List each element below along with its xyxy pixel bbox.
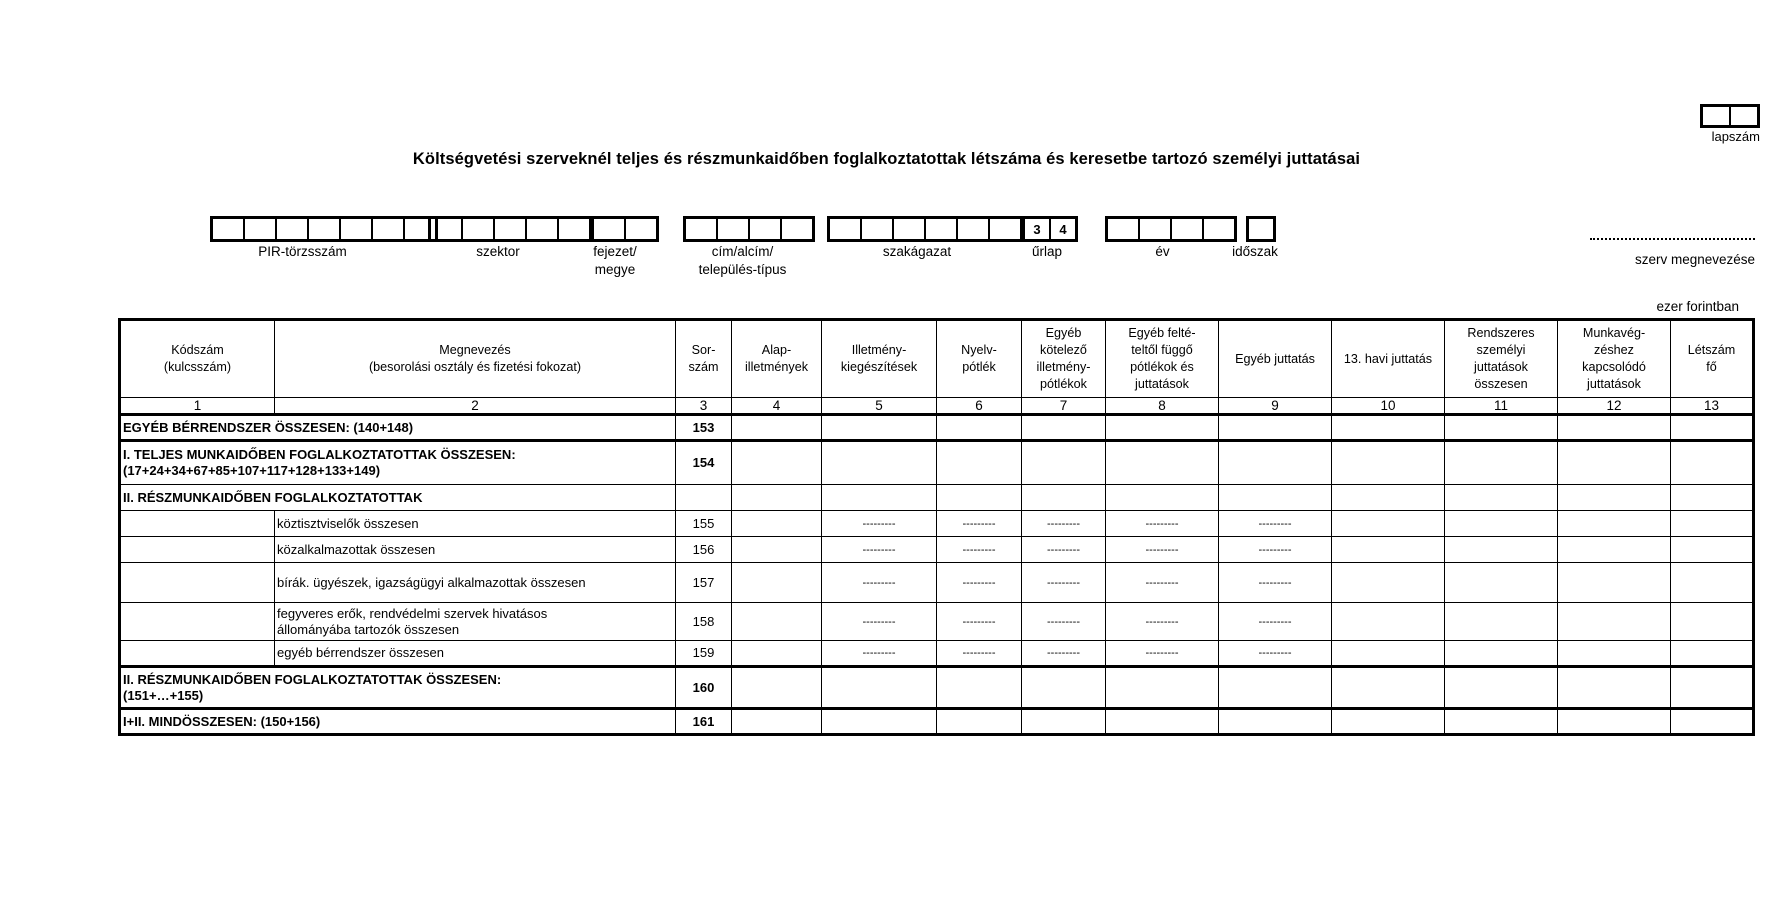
- id-field-cell[interactable]: [339, 219, 371, 239]
- sorszam-cell: 158: [676, 603, 732, 641]
- value-cell[interactable]: [732, 603, 822, 641]
- value-cell[interactable]: [1022, 667, 1106, 709]
- id-field-cell[interactable]: [956, 219, 988, 239]
- value-cell[interactable]: [1558, 563, 1671, 603]
- value-cell[interactable]: [1022, 485, 1106, 511]
- id-field-boxes[interactable]: [428, 216, 592, 242]
- disabled-cell[interactable]: ---------: [1219, 563, 1332, 603]
- disabled-cell[interactable]: ---------: [822, 603, 937, 641]
- disabled-cell[interactable]: ---------: [822, 511, 937, 537]
- id-field-label: szakágazat: [882, 244, 952, 259]
- value-cell[interactable]: [1219, 485, 1332, 511]
- table-row: [120, 563, 1754, 603]
- id-field-cell[interactable]: [686, 219, 716, 239]
- id-field-cell[interactable]: [1108, 219, 1138, 239]
- disabled-cell[interactable]: ---------: [1106, 563, 1219, 603]
- row-name: bírák. ügyészek, igazságügyi alkalmazottak összesen: [275, 563, 676, 603]
- value-cell[interactable]: [1332, 709, 1445, 735]
- value-cell[interactable]: [1558, 537, 1671, 563]
- value-cell[interactable]: [822, 441, 937, 485]
- id-field-label: szektor: [476, 244, 520, 259]
- column-number: 11: [1445, 398, 1558, 415]
- disabled-cell[interactable]: ---------: [1022, 603, 1106, 641]
- kodszam-cell[interactable]: [120, 537, 275, 563]
- id-field-cell[interactable]: [1249, 219, 1273, 239]
- sorszam-cell: 154: [676, 441, 732, 485]
- value-cell[interactable]: [1106, 415, 1219, 441]
- row-name: EGYÉB BÉRRENDSZER ÖSSZESEN: (140+148): [120, 415, 676, 441]
- value-cell[interactable]: [1106, 709, 1219, 735]
- id-field-boxes[interactable]: [1105, 216, 1237, 242]
- value-cell[interactable]: [732, 415, 822, 441]
- row-name: közalkalmazottak összesen: [275, 537, 676, 563]
- value-cell[interactable]: [1671, 415, 1754, 441]
- disabled-cell[interactable]: ---------: [1219, 641, 1332, 667]
- column-header-1: Kódszám (kulcsszám): [120, 320, 275, 398]
- disabled-cell[interactable]: ---------: [1022, 563, 1106, 603]
- value-cell[interactable]: [732, 667, 822, 709]
- disabled-cell[interactable]: ---------: [1022, 537, 1106, 563]
- page-number-label: lapszám: [1711, 129, 1760, 144]
- column-header-12: Munkavég- zéshez kapcsolódó juttatások: [1558, 320, 1671, 398]
- value-cell[interactable]: [937, 441, 1022, 485]
- value-cell[interactable]: [1558, 641, 1671, 667]
- value-cell[interactable]: [1219, 667, 1332, 709]
- page-number-cells[interactable]: [1700, 104, 1760, 128]
- value-cell[interactable]: [1022, 415, 1106, 441]
- id-field-cell[interactable]: [860, 219, 892, 239]
- disabled-cell[interactable]: ---------: [1106, 641, 1219, 667]
- value-cell[interactable]: [937, 485, 1022, 511]
- disabled-cell[interactable]: ---------: [937, 641, 1022, 667]
- column-number: 8: [1106, 398, 1219, 415]
- row-name: II. RÉSZMUNKAIDŐBEN FOGLALKOZTATOTTAK: [120, 485, 676, 511]
- table-row: [120, 641, 1754, 667]
- value-cell[interactable]: [1671, 485, 1754, 511]
- value-cell[interactable]: [1558, 441, 1671, 485]
- id-field-6: [1022, 216, 1078, 242]
- value-cell[interactable]: [822, 485, 937, 511]
- disabled-cell[interactable]: ---------: [937, 563, 1022, 603]
- column-number: 7: [1022, 398, 1106, 415]
- szerv-name-line[interactable]: [1590, 238, 1755, 240]
- sorszam-cell: 159: [676, 641, 732, 667]
- value-cell[interactable]: [1445, 511, 1558, 537]
- disabled-cell[interactable]: ---------: [1106, 603, 1219, 641]
- value-cell[interactable]: [1106, 667, 1219, 709]
- id-field-boxes[interactable]: [827, 216, 1023, 242]
- value-cell[interactable]: [732, 709, 822, 735]
- value-cell[interactable]: [1022, 709, 1106, 735]
- value-cell[interactable]: [1219, 415, 1332, 441]
- value-cell[interactable]: [1445, 415, 1558, 441]
- column-header-3: Sor- szám: [676, 320, 732, 398]
- disabled-cell[interactable]: ---------: [1106, 537, 1219, 563]
- value-cell[interactable]: [1445, 667, 1558, 709]
- value-cell[interactable]: [1558, 485, 1671, 511]
- column-number: 2: [275, 398, 676, 415]
- value-cell[interactable]: [1558, 511, 1671, 537]
- value-cell[interactable]: [1558, 415, 1671, 441]
- value-cell[interactable]: [732, 641, 822, 667]
- id-field-cell[interactable]: 3: [1033, 221, 1041, 237]
- table-row: [120, 537, 1754, 563]
- id-field-2: [428, 216, 592, 242]
- id-field-cell[interactable]: [431, 219, 461, 239]
- id-field-4: [683, 216, 815, 242]
- id-field-boxes[interactable]: [591, 216, 659, 242]
- unit-label: ezer forintban: [1656, 299, 1739, 314]
- value-cell[interactable]: [1445, 603, 1558, 641]
- value-cell[interactable]: [1671, 603, 1754, 641]
- column-number: 13: [1671, 398, 1754, 415]
- sorszam-cell: 153: [676, 415, 732, 441]
- id-field-1: [210, 216, 438, 242]
- value-cell[interactable]: [1332, 537, 1445, 563]
- id-field-label: űrlap: [1031, 244, 1063, 259]
- disabled-cell[interactable]: ---------: [1022, 641, 1106, 667]
- sorszam-cell: [676, 485, 732, 511]
- sorszam-cell: 155: [676, 511, 732, 537]
- disabled-cell[interactable]: ---------: [1106, 511, 1219, 537]
- value-cell[interactable]: [1671, 667, 1754, 709]
- id-field-cell[interactable]: [624, 219, 656, 239]
- id-field-cell[interactable]: [525, 219, 557, 239]
- id-field-label: cím/alcím/ település-típus: [698, 244, 787, 277]
- value-cell[interactable]: [1332, 563, 1445, 603]
- value-cell[interactable]: [1445, 709, 1558, 735]
- value-cell[interactable]: [1219, 441, 1332, 485]
- value-cell[interactable]: [732, 563, 822, 603]
- column-number: 4: [732, 398, 822, 415]
- value-cell[interactable]: [1445, 485, 1558, 511]
- id-field-cell[interactable]: [461, 219, 493, 239]
- row-name: I. TELJES MUNKAIDŐBEN FOGLALKOZTATOTTAK ÖSSZESEN: (17+24+34+67+85+107+117+128+133+149): [120, 441, 676, 485]
- kodszam-cell[interactable]: [120, 603, 275, 641]
- table-row: [120, 441, 1754, 485]
- value-cell[interactable]: [1332, 415, 1445, 441]
- id-field-label: év: [1155, 244, 1170, 259]
- id-field-cell[interactable]: [243, 219, 275, 239]
- value-cell[interactable]: [937, 709, 1022, 735]
- id-field-cell[interactable]: [307, 219, 339, 239]
- sorszam-cell: 161: [676, 709, 732, 735]
- value-cell[interactable]: [732, 511, 822, 537]
- value-cell[interactable]: [1106, 485, 1219, 511]
- id-field-cell[interactable]: [371, 219, 403, 239]
- table-row: [120, 603, 1754, 641]
- id-field-cell[interactable]: [988, 219, 1020, 239]
- table-row: [120, 667, 1754, 709]
- disabled-cell[interactable]: ---------: [937, 603, 1022, 641]
- column-header-11: Rendszeres személyi juttatások összesen: [1445, 320, 1558, 398]
- id-field-cell[interactable]: [557, 219, 589, 239]
- value-cell[interactable]: [1106, 441, 1219, 485]
- disabled-cell[interactable]: ---------: [822, 563, 937, 603]
- table-row: [120, 511, 1754, 537]
- id-field-label: PIR-törzsszám: [258, 244, 347, 259]
- id-field-boxes[interactable]: [1246, 216, 1276, 242]
- value-cell[interactable]: [1558, 667, 1671, 709]
- column-header-10: 13. havi juttatás: [1332, 320, 1445, 398]
- value-cell[interactable]: [1671, 709, 1754, 735]
- id-field-cell[interactable]: [748, 219, 780, 239]
- value-cell[interactable]: [1558, 603, 1671, 641]
- row-name: egyéb bérrendszer összesen: [275, 641, 676, 667]
- value-cell[interactable]: [822, 709, 937, 735]
- column-header-4: Alap- illetmények: [732, 320, 822, 398]
- id-field-cell[interactable]: [716, 219, 748, 239]
- id-field-label: időszak: [1232, 244, 1278, 259]
- column-header-6: Nyelv- pótlék: [937, 320, 1022, 398]
- value-cell[interactable]: [1671, 563, 1754, 603]
- sorszam-cell: 160: [676, 667, 732, 709]
- form-title: Költségvetési szerveknél teljes és részmunkaidőben foglalkoztatottak létszáma és keresetbe tartozó személyi juttatásai: [412, 150, 1361, 168]
- id-field-cell[interactable]: [493, 219, 525, 239]
- value-cell[interactable]: [1332, 485, 1445, 511]
- id-field-cell[interactable]: [1202, 219, 1234, 239]
- value-cell[interactable]: [1445, 563, 1558, 603]
- value-cell[interactable]: [822, 667, 937, 709]
- id-field-cell[interactable]: [1138, 219, 1170, 239]
- id-field-cell[interactable]: [830, 219, 860, 239]
- value-cell[interactable]: [937, 667, 1022, 709]
- id-field-cell[interactable]: [275, 219, 307, 239]
- value-cell[interactable]: [1445, 441, 1558, 485]
- id-field-cell[interactable]: [780, 219, 812, 239]
- value-cell[interactable]: [822, 415, 937, 441]
- id-field-boxes[interactable]: [1022, 216, 1078, 242]
- column-header-9: Egyéb juttatás: [1219, 320, 1332, 398]
- value-cell[interactable]: [1671, 511, 1754, 537]
- disabled-cell[interactable]: ---------: [822, 537, 937, 563]
- value-cell[interactable]: [1332, 603, 1445, 641]
- value-cell[interactable]: [732, 537, 822, 563]
- row-name: köztisztviselők összesen: [275, 511, 676, 537]
- id-field-cell[interactable]: 4: [1049, 219, 1075, 239]
- value-cell[interactable]: [1558, 709, 1671, 735]
- value-cell[interactable]: [1332, 641, 1445, 667]
- value-cell[interactable]: [1219, 709, 1332, 735]
- value-cell[interactable]: [1332, 511, 1445, 537]
- id-field-cell[interactable]: [1170, 219, 1202, 239]
- disabled-cell[interactable]: ---------: [937, 511, 1022, 537]
- value-cell[interactable]: [732, 485, 822, 511]
- value-cell[interactable]: [937, 415, 1022, 441]
- id-field-8: [1246, 216, 1276, 242]
- column-header-13: Létszám fő: [1671, 320, 1754, 398]
- sorszam-cell: 157: [676, 563, 732, 603]
- id-field-cell[interactable]: [924, 219, 956, 239]
- szerv-name-label: szerv megnevezése: [1634, 252, 1755, 267]
- column-number: 5: [822, 398, 937, 415]
- row-name: fegyveres erők, rendvédelmi szervek hivatásos állományába tartozók összesen: [275, 603, 676, 641]
- id-field-boxes[interactable]: [683, 216, 815, 242]
- column-number: 6: [937, 398, 1022, 415]
- value-cell[interactable]: [1332, 667, 1445, 709]
- table-row: [120, 415, 1754, 441]
- table-row: [120, 709, 1754, 735]
- disabled-cell[interactable]: ---------: [1219, 603, 1332, 641]
- kodszam-cell[interactable]: [120, 563, 275, 603]
- id-field-7: [1105, 216, 1237, 242]
- column-header-8: Egyéb felté- teltől függő pótlékok és juttatások: [1106, 320, 1219, 398]
- id-field-5: [827, 216, 1023, 242]
- value-cell[interactable]: [1671, 537, 1754, 563]
- id-field-boxes[interactable]: [210, 216, 438, 242]
- column-header-5: Illetmény- kiegészítések: [822, 320, 937, 398]
- id-field-label: fejezet/ megye: [593, 244, 637, 277]
- value-cell[interactable]: [732, 441, 822, 485]
- disabled-cell[interactable]: ---------: [1219, 537, 1332, 563]
- row-name: I+II. MINDÖSSZESEN: (150+156): [120, 709, 676, 735]
- id-field-cell[interactable]: [213, 219, 243, 239]
- id-field-cell[interactable]: [892, 219, 924, 239]
- id-field-cell[interactable]: [594, 219, 624, 239]
- value-cell[interactable]: [1671, 641, 1754, 667]
- column-number: 10: [1332, 398, 1445, 415]
- kodszam-cell[interactable]: [120, 511, 275, 537]
- disabled-cell[interactable]: ---------: [1022, 511, 1106, 537]
- column-number: 1: [120, 398, 275, 415]
- value-cell[interactable]: [1445, 641, 1558, 667]
- column-number: 12: [1558, 398, 1671, 415]
- column-number: 3: [676, 398, 732, 415]
- value-cell[interactable]: [1022, 441, 1106, 485]
- page-number-box: [1700, 104, 1758, 144]
- disabled-cell[interactable]: ---------: [937, 537, 1022, 563]
- id-field-3: [591, 216, 659, 242]
- value-cell[interactable]: [1445, 537, 1558, 563]
- column-number: 9: [1219, 398, 1332, 415]
- value-cell[interactable]: [1332, 441, 1445, 485]
- column-header-7: Egyéb kötelező illetmény- pótlékok: [1022, 320, 1106, 398]
- column-header-2: Megnevezés (besorolási osztály és fizetési fokozat): [275, 320, 676, 398]
- value-cell[interactable]: [1671, 441, 1754, 485]
- kodszam-cell[interactable]: [120, 641, 275, 667]
- disabled-cell[interactable]: ---------: [1219, 511, 1332, 537]
- sorszam-cell: 156: [676, 537, 732, 563]
- disabled-cell[interactable]: ---------: [822, 641, 937, 667]
- data-table: [118, 318, 1755, 736]
- table-row: [120, 485, 1754, 511]
- row-name: II. RÉSZMUNKAIDŐBEN FOGLALKOZTATOTTAK ÖSSZESEN: (151+…+155): [120, 667, 676, 709]
